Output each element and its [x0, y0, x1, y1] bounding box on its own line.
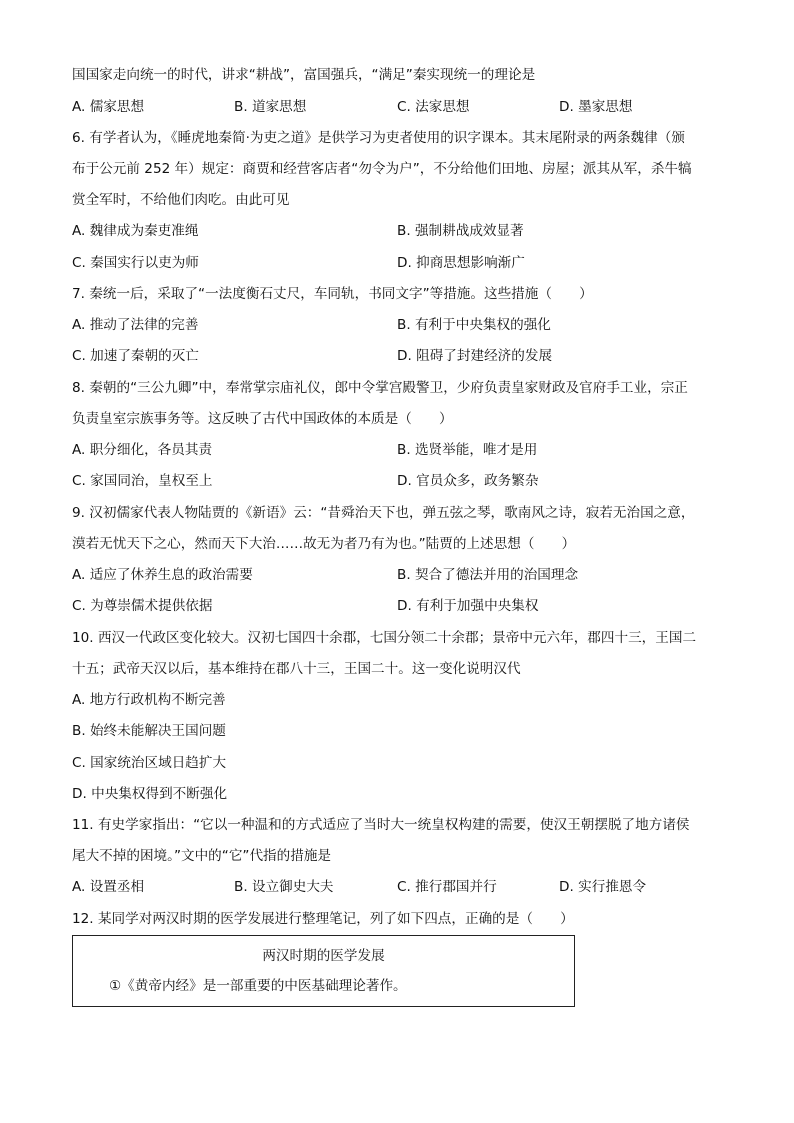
q7-option-a[interactable]: A. 推动了法律的完善: [72, 317, 199, 333]
q7-option-b[interactable]: B. 有利于中央集权的强化: [397, 317, 551, 333]
q8-stem-line-2: 负责皇室宗族事务等。这反映了古代中国政体的本质是（ ）: [72, 411, 453, 427]
q9-option-b[interactable]: B. 契合了德法并用的治国理念: [397, 567, 579, 583]
q12-notes-title: 两汉时期的医学发展: [262, 948, 385, 964]
q8-options-row-1: [72, 440, 722, 460]
q5-option-b[interactable]: B. 道家思想: [234, 99, 307, 115]
q11-option-b[interactable]: B. 设立御史大夫: [234, 879, 334, 895]
q9-options-row-1: [72, 565, 722, 585]
q7-options-row-2: [72, 346, 722, 366]
q7-option-c[interactable]: C. 加速了秦朝的灭亡: [72, 348, 199, 364]
q9-option-a[interactable]: A. 适应了休养生息的政治需要: [72, 567, 253, 583]
q6-stem-line-3: 赏全军时，不给他们肉吃。由此可见: [72, 192, 290, 208]
q8-option-c[interactable]: C. 家国同治，皇权至上: [72, 473, 213, 489]
q6-option-c[interactable]: C. 秦国实行以吏为师: [72, 255, 199, 271]
q7-option-d[interactable]: D. 阻碍了封建经济的发展: [397, 348, 553, 364]
q12-notes-box: [72, 935, 575, 1007]
q6-stem-line-1: 6. 有学者认为，《睡虎地秦简·为吏之道》是供学习为吏者使用的识字课本。其末尾附录的两条魏律（颁: [72, 130, 685, 146]
q6-options-row-2: [72, 253, 722, 273]
q6-option-d[interactable]: D. 抑商思想影响渐广: [397, 255, 525, 271]
q10-stem-line-1: 10. 西汉一代政区变化较大。汉初七国四十余郡，七国分领二十余郡；景帝中元六年，郡四十三，王国二: [72, 630, 697, 646]
q11-option-a[interactable]: A. 设置丞相: [72, 879, 145, 895]
q8-option-d[interactable]: D. 官员众多，政务繁杂: [397, 473, 539, 489]
q8-option-b[interactable]: B. 选贤举能，唯才是用: [397, 442, 538, 458]
q11-option-c[interactable]: C. 推行郡国并行: [397, 879, 497, 895]
q6-stem-line-2: 布于公元前 252 年）规定：商贾和经营客店者“勿令为户”，不分给他们田地、房屋；派其从军，杀牛犒: [72, 161, 692, 177]
q9-option-d[interactable]: D. 有利于加强中央集权: [397, 598, 539, 614]
q5-options: [72, 97, 722, 117]
q10-stem-line-2: 十五；武帝天汉以后，基本维持在郡八十三，王国二十。这一变化说明汉代: [72, 661, 521, 677]
q11-option-d[interactable]: D. 实行推恩令: [559, 879, 647, 895]
q9-stem-line-2: 漠若无忧天下之心，然而天下大治……故无为者乃有为也。”陆贾的上述思想（ ）: [72, 536, 576, 552]
q6-option-b[interactable]: B. 强制耕战成效显著: [397, 223, 524, 239]
q8-stem-line-1: 8. 秦朝的“三公九卿”中，奉常掌宗庙礼仪，郎中令掌宫殿警卫，少府负责皇家财政及官府手工业，宗正: [72, 380, 688, 396]
q10-option-c[interactable]: C. 国家统治区域日趋扩大: [72, 755, 227, 771]
q8-options-row-2: [72, 471, 722, 491]
q5-option-c[interactable]: C. 法家思想: [397, 99, 470, 115]
q11-stem-line-1: 11. 有史学家指出：“它以一种温和的方式适应了当时大一统皇权构建的需要，使汉王朝摆脱了地方诸侯: [72, 817, 690, 833]
q10-option-a[interactable]: A. 地方行政机构不断完善: [72, 692, 226, 708]
q6-option-a[interactable]: A. 魏律成为秦吏准绳: [72, 223, 199, 239]
q11-options: [72, 877, 722, 897]
q9-options-row-2: [72, 596, 722, 616]
q12-stem-line-1: 12. 某同学对两汉时期的医学发展进行整理笔记，列了如下四点，正确的是（ ）: [72, 911, 574, 927]
q5-option-a[interactable]: A. 儒家思想: [72, 99, 145, 115]
q7-options-row-1: [72, 315, 722, 335]
q6-options-row-1: [72, 221, 722, 241]
q10-option-b[interactable]: B. 始终未能解决王国问题: [72, 723, 226, 739]
q8-option-a[interactable]: A. 职分细化，各员其责: [72, 442, 213, 458]
q10-option-d[interactable]: D. 中央集权得到不断强化: [72, 786, 228, 802]
q12-notes-item-1: ①《黄帝内经》是一部重要的中医基础理论著作。: [109, 978, 407, 994]
q7-stem-line-1: 7. 秦统一后，采取了“一法度衡石丈尺，车同轨，书同文字”等措施。这些措施（ ）: [72, 286, 593, 302]
q5-option-d[interactable]: D. 墨家思想: [559, 99, 633, 115]
q9-stem-line-1: 9. 汉初儒家代表人物陆贾的《新语》云：“昔舜治天下也，弹五弦之琴，歌南风之诗，寂若无治国之意，: [72, 505, 695, 521]
q5-stem-continuation: 国国家走向统一的时代，讲求“耕战”，富国强兵，“满足”秦实现统一的理论是: [72, 67, 536, 83]
q11-stem-line-2: 尾大不掉的困境。”文中的“它”代指的措施是: [72, 848, 332, 864]
q9-option-c[interactable]: C. 为尊崇儒术提供依据: [72, 598, 213, 614]
